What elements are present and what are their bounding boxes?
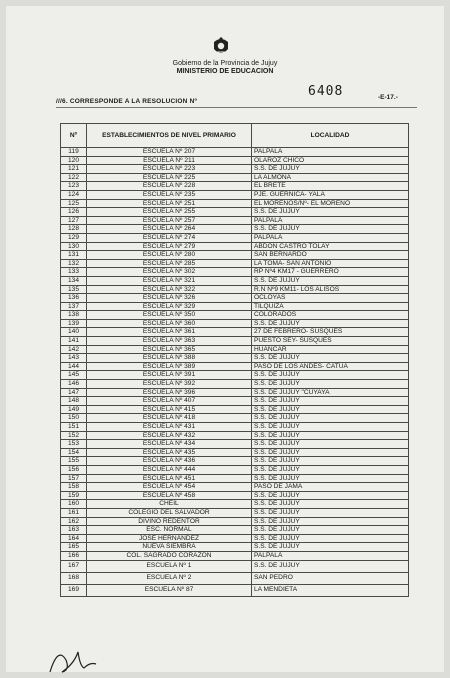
document-page (6, 6, 444, 672)
table-row (61, 251, 409, 260)
row-number: 139 (61, 319, 87, 328)
row-locality: S.S. DE JUJUY (252, 543, 409, 552)
table-row (61, 337, 409, 346)
row-establishment: ESCUELA Nº 2 (87, 572, 252, 584)
row-locality: S.S. DE JUJUY (252, 448, 409, 457)
table-row (61, 440, 409, 449)
resolution-number: 6408 (308, 84, 344, 99)
row-establishment: ESCUELA Nº 431 (87, 423, 252, 432)
row-number: 132 (61, 259, 87, 268)
row-locality: RP Nº4 KM17 - GUERRERO (252, 268, 409, 277)
row-number: 124 (61, 190, 87, 199)
provincial-seal-icon (211, 36, 231, 58)
row-locality: S.S. DE JUJUY (252, 517, 409, 526)
row-establishment: ESCUELA Nº 223 (87, 165, 252, 174)
handwritten-signature (44, 642, 100, 678)
row-number: 128 (61, 225, 87, 234)
row-number: 136 (61, 294, 87, 303)
table-row (61, 199, 409, 208)
table-row (61, 148, 409, 157)
table-row (61, 268, 409, 277)
row-locality: TILQUIZA (252, 302, 409, 311)
table-row (61, 216, 409, 225)
row-number: 158 (61, 483, 87, 492)
row-locality: S.S. DE JUJUY (252, 397, 409, 406)
table-row (61, 328, 409, 337)
row-establishment: JOSÉ HERNÁNDEZ (87, 534, 252, 543)
table-row (61, 431, 409, 440)
row-number: 164 (61, 534, 87, 543)
table-row (61, 491, 409, 500)
table-row (61, 259, 409, 268)
row-establishment: ESCUELA Nº 225 (87, 173, 252, 182)
row-number: 150 (61, 414, 87, 423)
row-locality: EL MORENOS/Nº- EL MORENO (252, 199, 409, 208)
row-locality: PUESTO SEY- SUSQUES (252, 337, 409, 346)
table-row (61, 560, 409, 572)
row-locality: LA MENDIETA (252, 584, 409, 596)
row-number: 163 (61, 526, 87, 535)
row-number: 131 (61, 251, 87, 260)
row-number: 125 (61, 199, 87, 208)
row-locality: PALPALÁ (252, 216, 409, 225)
row-establishment: ESCUELA Nº 211 (87, 156, 252, 165)
table-row (61, 465, 409, 474)
row-establishment: ESCUELA Nº 388 (87, 354, 252, 363)
row-number: 144 (61, 362, 87, 371)
row-locality: S.S. DE JUJUY (252, 560, 409, 572)
row-establishment: ESCUELA Nº 207 (87, 148, 252, 157)
row-locality: LA ALMONA (252, 173, 409, 182)
table-row (61, 285, 409, 294)
row-locality: LA TOMA- SAN ANTONIO (252, 259, 409, 268)
row-locality: S.S. DE JUJUY "CUYAYA (252, 388, 409, 397)
row-number: 169 (61, 584, 87, 596)
row-locality: S.S. DE JUJUY (252, 457, 409, 466)
table-row (61, 173, 409, 182)
row-number: 143 (61, 354, 87, 363)
row-establishment: ESCUELA Nº 444 (87, 465, 252, 474)
row-number: 133 (61, 268, 87, 277)
row-establishment: ESCUELA Nº 264 (87, 225, 252, 234)
row-locality: ABDON CASTRO TOLAY (252, 242, 409, 251)
row-establishment: ESCUELA Nº 435 (87, 448, 252, 457)
row-locality: PASO DE LOS ANDES- CATUA (252, 362, 409, 371)
row-establishment: ESCUELA Nº 87 (87, 584, 252, 596)
row-establishment: ESCUELA Nº 279 (87, 242, 252, 251)
row-establishment: ESCUELA Nº 255 (87, 208, 252, 217)
row-locality: S.S. DE JUJUY (252, 474, 409, 483)
row-establishment: ESC. NORMAL (87, 526, 252, 535)
table-row (61, 517, 409, 526)
row-establishment: ESCUELA Nº 251 (87, 199, 252, 208)
row-locality: S.S. DE JUJUY (252, 405, 409, 414)
row-establishment: ESCUELA Nº 321 (87, 276, 252, 285)
row-number: 161 (61, 508, 87, 517)
row-establishment: ESCUELA Nº 280 (87, 251, 252, 260)
row-establishment: ESCUELA Nº 257 (87, 216, 252, 225)
row-establishment: ESCUELA Nº 391 (87, 371, 252, 380)
row-number: 166 (61, 551, 87, 560)
row-establishment: COL. SAGRADO CORAZÓN (87, 551, 252, 560)
header-divider (56, 107, 417, 108)
row-establishment: ESCUELA Nº 436 (87, 457, 252, 466)
table-header-row (61, 124, 409, 148)
row-establishment: ESCUELA Nº 365 (87, 345, 252, 354)
row-locality: S.S. DE JUJUY (252, 526, 409, 535)
row-locality: S.S. DE JUJUY (252, 414, 409, 423)
row-establishment: ESCUELA Nº 407 (87, 397, 252, 406)
table-row (61, 208, 409, 217)
row-locality: S.S. DE JUJUY (252, 208, 409, 217)
row-establishment: ESCUELA Nº 415 (87, 405, 252, 414)
row-establishment: ESCUELA Nº 326 (87, 294, 252, 303)
table-row (61, 397, 409, 406)
row-establishment: ESCUELA Nº 285 (87, 259, 252, 268)
row-number: 157 (61, 474, 87, 483)
row-establishment: ESCUELA Nº 396 (87, 388, 252, 397)
row-number: 162 (61, 517, 87, 526)
row-number: 121 (61, 165, 87, 174)
row-establishment: ESCUELA Nº 434 (87, 440, 252, 449)
row-locality: S.S. DE JUJUY (252, 371, 409, 380)
row-establishment: ESCUELA Nº 350 (87, 311, 252, 320)
header-number: Nº (61, 124, 87, 148)
table-row (61, 371, 409, 380)
row-locality: S.S. DE JUJUY (252, 354, 409, 363)
table-row (61, 165, 409, 174)
row-establishment: ESCUELA Nº 1 (87, 560, 252, 572)
row-establishment: ESCUELA Nº 389 (87, 362, 252, 371)
table-row (61, 508, 409, 517)
row-locality: OCLOYAS (252, 294, 409, 303)
row-locality: PASO DE JAMA (252, 483, 409, 492)
row-number: 127 (61, 216, 87, 225)
row-locality: COLORADOS (252, 311, 409, 320)
row-establishment: ESCUELA Nº 329 (87, 302, 252, 311)
row-locality: S.S. DE JUJUY (252, 440, 409, 449)
row-number: 130 (61, 242, 87, 251)
row-number: 168 (61, 572, 87, 584)
row-locality: PALPALA (252, 148, 409, 157)
row-number: 165 (61, 543, 87, 552)
resolution-reference: ///6. CORRESPONDE A LA RESOLUCION Nº (56, 98, 198, 105)
row-locality: SAN PEDRO (252, 572, 409, 584)
row-number: 156 (61, 465, 87, 474)
table-row (61, 276, 409, 285)
table-row (61, 319, 409, 328)
table-row (61, 572, 409, 584)
row-number: 126 (61, 208, 87, 217)
row-locality: HUÁNCAR (252, 345, 409, 354)
row-number: 138 (61, 311, 87, 320)
row-locality: S.S. DE JUJUY (252, 508, 409, 517)
row-locality: S.S. DE JUJUY (252, 165, 409, 174)
table-row (61, 584, 409, 596)
row-number: 167 (61, 560, 87, 572)
row-number: 142 (61, 345, 87, 354)
row-number: 129 (61, 233, 87, 242)
row-locality: S.S. DE JUJUY (252, 380, 409, 389)
table-row (61, 242, 409, 251)
row-number: 159 (61, 491, 87, 500)
row-locality: S.S. DE JUJUY (252, 431, 409, 440)
table-row (61, 362, 409, 371)
table-row (61, 526, 409, 535)
table-row (61, 423, 409, 432)
row-establishment: ESCUELA Nº 322 (87, 285, 252, 294)
table-row (61, 388, 409, 397)
row-number: 152 (61, 431, 87, 440)
row-number: 120 (61, 156, 87, 165)
row-locality: OLAROZ CHICO (252, 156, 409, 165)
row-number: 140 (61, 328, 87, 337)
row-establishment: ESCUELA Nº 392 (87, 380, 252, 389)
row-number: 149 (61, 405, 87, 414)
table-row (61, 474, 409, 483)
table-row (61, 380, 409, 389)
row-number: 122 (61, 173, 87, 182)
row-number: 155 (61, 457, 87, 466)
table-row (61, 354, 409, 363)
schools-table (60, 123, 409, 597)
row-establishment: ESCUELA Nº 235 (87, 190, 252, 199)
row-number: 137 (61, 302, 87, 311)
row-establishment: COLEGIO DEL SALVADOR (87, 508, 252, 517)
table-row (61, 405, 409, 414)
table-row (61, 534, 409, 543)
row-locality: S.S. DE JUJUY (252, 319, 409, 328)
header-locality: LOCALIDAD (252, 124, 409, 148)
table-row (61, 182, 409, 191)
row-number: 151 (61, 423, 87, 432)
row-locality: S.S. DE JUJUY (252, 500, 409, 509)
row-number: 141 (61, 337, 87, 346)
row-locality: SAN BERNARDO (252, 251, 409, 260)
row-locality: PJE. GUERNICA- YALA (252, 190, 409, 199)
ministry-name: MINISTERIO DE EDUCACION (176, 68, 274, 75)
row-establishment: ESCUELA Nº 274 (87, 233, 252, 242)
row-establishment: CHEIL (87, 500, 252, 509)
row-number: 147 (61, 388, 87, 397)
row-number: 146 (61, 380, 87, 389)
row-establishment: ESCUELA Nº 458 (87, 491, 252, 500)
row-locality: S.S. DE JUJUY (252, 534, 409, 543)
row-establishment: ESCUELA Nº 363 (87, 337, 252, 346)
row-establishment: ESCUELA Nº 360 (87, 319, 252, 328)
row-locality: S.S. DE JUJUY (252, 225, 409, 234)
row-establishment: ESCUELA Nº 454 (87, 483, 252, 492)
government-name: Gobierno de la Provincia de Jujuy (172, 60, 278, 67)
table-row (61, 311, 409, 320)
table-row (61, 345, 409, 354)
row-number: 154 (61, 448, 87, 457)
row-establishment: ESCUELA Nº 361 (87, 328, 252, 337)
row-locality: EL BRETE (252, 182, 409, 191)
table-row (61, 302, 409, 311)
row-locality: PALPALÁ (252, 551, 409, 560)
row-number: 134 (61, 276, 87, 285)
table-row (61, 551, 409, 560)
row-number: 123 (61, 182, 87, 191)
resolution-code: -E-17.- (378, 94, 398, 101)
row-locality: S.S. DE JUJUY (252, 423, 409, 432)
row-establishment: NUEVA SIEMBRA (87, 543, 252, 552)
table-row (61, 414, 409, 423)
row-number: 148 (61, 397, 87, 406)
row-establishment: ESCUELA Nº 302 (87, 268, 252, 277)
row-locality: 27 DE FEBRERO- SUSQUES (252, 328, 409, 337)
table-row (61, 543, 409, 552)
row-locality: S.S. DE JUJUY (252, 465, 409, 474)
row-locality: PALPALÁ (252, 233, 409, 242)
row-locality: S.S. DE JUJUY (252, 276, 409, 285)
row-locality: R.N Nº9 KM11- LOS ALISOS (252, 285, 409, 294)
row-locality: S.S. DE JUJUY (252, 491, 409, 500)
row-number: 119 (61, 148, 87, 157)
table-row (61, 156, 409, 165)
table-row (61, 457, 409, 466)
row-number: 153 (61, 440, 87, 449)
table-row (61, 233, 409, 242)
table-row (61, 500, 409, 509)
row-establishment: DIVINO REDENTOR (87, 517, 252, 526)
row-number: 135 (61, 285, 87, 294)
table-row (61, 294, 409, 303)
row-establishment: ESCUELA Nº 432 (87, 431, 252, 440)
row-number: 160 (61, 500, 87, 509)
table-row (61, 448, 409, 457)
header-establishment: ESTABLECIMIENTOS DE NIVEL PRIMARIO (87, 124, 252, 148)
row-number: 145 (61, 371, 87, 380)
table-row (61, 483, 409, 492)
row-establishment: ESCUELA Nº 418 (87, 414, 252, 423)
table-row (61, 225, 409, 234)
row-establishment: ESCUELA Nº 451 (87, 474, 252, 483)
row-establishment: ESCUELA Nº 228 (87, 182, 252, 191)
table-row (61, 190, 409, 199)
